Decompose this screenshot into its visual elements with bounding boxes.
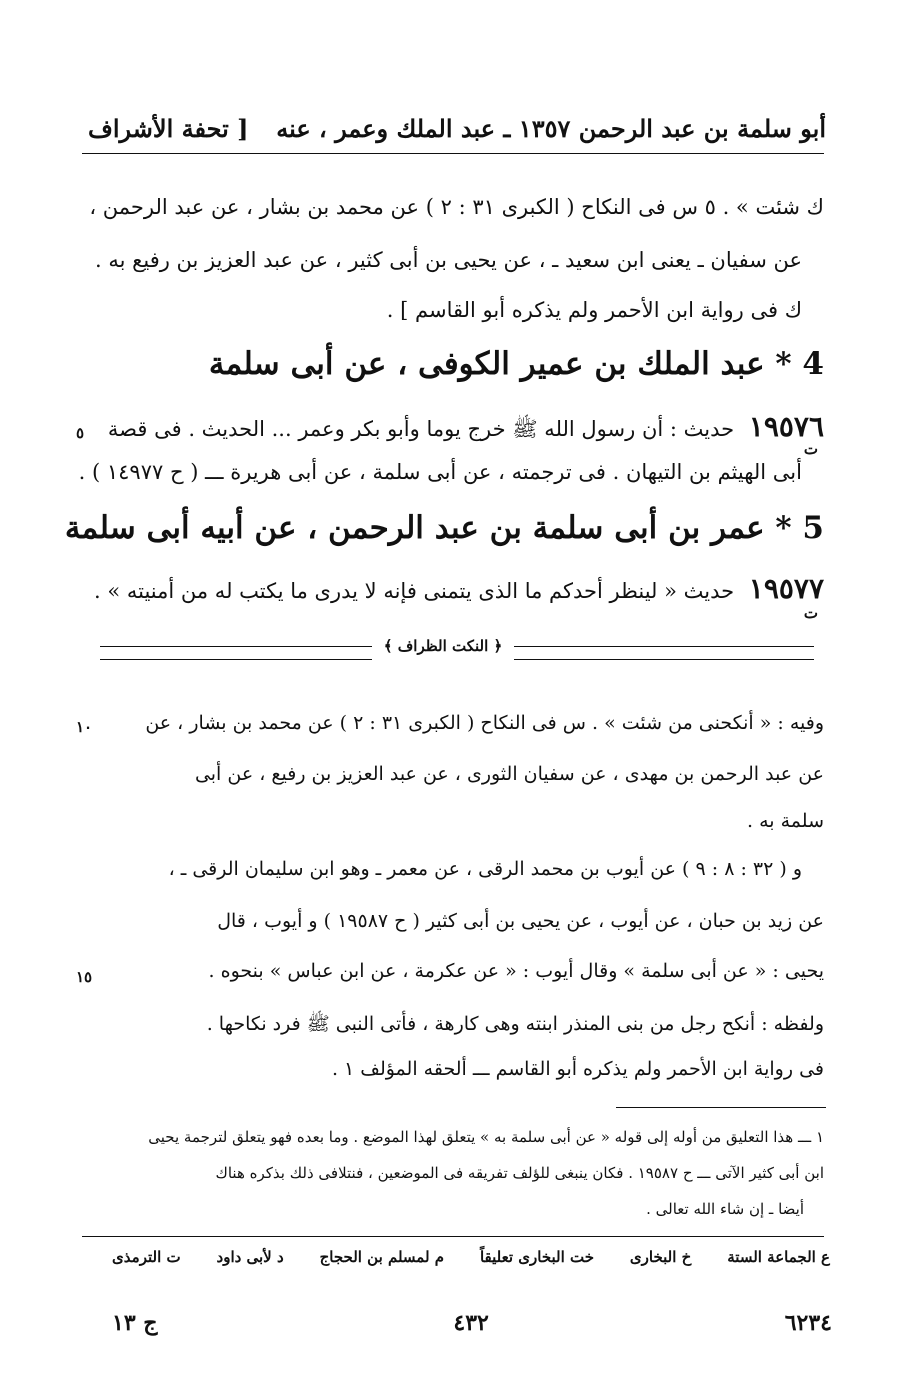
running-header (88, 108, 826, 148)
hadith-text: حديث « لينظر أحدكم ما الذى يتمنى فإنه لا يدرى ما يكتب له من أمنيته » . (94, 579, 735, 603)
footnote-line: ابن أبى كثير الآتى ـــ ح ١٩٥٨٧ . فكان ينبغى للؤلف تفريقه فى الموضعين ، فنتلافى ذلك بذكره هناك (215, 1164, 824, 1182)
serial-number: ٦٢٣٤ (784, 1310, 832, 1336)
section-divider (100, 637, 814, 658)
section-heading-5 (64, 510, 824, 546)
legend-item: ت الترمذى (112, 1248, 181, 1266)
header-left-title: [ تحفة الأشراف (88, 113, 249, 143)
volume-label: ج ١٣ (112, 1310, 158, 1336)
text-line: عن سفيان ـ يعنى ابن سعيد ـ ، عن يحيى بن أبى كثير ، عن عبد العزيز بن رفيع به . (95, 248, 802, 272)
abbreviation-legend (112, 1248, 830, 1272)
line-number: ١٥ (76, 968, 93, 986)
nukat-line: سلمة به . (747, 810, 824, 832)
nukat-line: فى رواية ابن الأحمر ولم يذكره أبو القاسم ـــ ألحقه المؤلف ١ . (331, 1058, 824, 1080)
header-right-title: أبو سلمة بن عبد الرحمن ١٣٥٧ ـ عبد الملك وعمر ، عنه (276, 113, 826, 143)
text-line: ك شئت » . ٥ س فى النكاح ( الكبرى ٣١ : ٢ ) عن محمد بن بشار ، عن عبد الرحمن ، (89, 195, 824, 219)
nukat-line: يحيى : « عن أبى سلمة » وقال أيوب : « عن عكرمة ، عن ابن عباس » بنحوه . (208, 960, 824, 982)
hadith-number: ١٩٥٧٦ (748, 410, 824, 443)
header-rule (82, 153, 824, 154)
legend-item: م لمسلم بن الحجاج (319, 1248, 445, 1266)
nukat-line: ولفظه : أنكح رجل من بنى المنذر ابنته وهى كارهة ، فأتى النبى ﷺ فرد نكاحها . (206, 1013, 824, 1035)
section-heading-4 (82, 346, 824, 382)
legend-item: د لأبى داود (216, 1248, 284, 1266)
section-title: * عبد الملك بن عمير الكوفى ، عن أبى سلمة (208, 346, 792, 382)
hadith-text: حديث : أن رسول الله ﷺ خرج يوما وأبو بكر وعمر ... الحديث . فى قصة (107, 417, 735, 441)
legend-item: ع الجماعة الستة (727, 1248, 830, 1266)
footnote-line: ١ ـــ هذا التعليق من أوله إلى قوله « عن أبى سلمة به » يتعلق لهذا الموضع . وما بعده فهو يتعلق لترجمة يحيى (148, 1128, 824, 1146)
legend-rule (82, 1236, 824, 1237)
nukat-line: وفيه : « أنكحنى من شئت » . س فى النكاح ( الكبرى ٣١ : ٢ ) عن محمد بن بشار ، عن (145, 712, 824, 734)
hadith-number: ١٩٥٧٧ (748, 572, 824, 605)
footnote-rule (616, 1107, 826, 1108)
legend-item: خت البخارى تعليقاً (479, 1248, 594, 1266)
text-line: ك فى رواية ابن الأحمر ولم يذكره أبو القاسم ] . (386, 298, 802, 322)
sigla-mark: ت (803, 440, 818, 458)
sigla-mark: ت (803, 604, 818, 622)
line-number: ٥ (76, 424, 85, 442)
nukat-line: و ( ٣٢ : ٨ : ٩ ) عن أيوب بن محمد الرقى ، عن معمر ـ وهو ابن سليمان الرقى ـ ، (168, 858, 802, 880)
hadith-text-line: أبى الهيثم بن التيهان . فى ترجمته ، عن أبى سلمة ، عن أبى هريرة ـــ ( ح ١٤٩٧٧ ) . (78, 460, 802, 484)
section-number: 4 (802, 346, 824, 382)
hadith-entry (100, 410, 824, 447)
page-footer (112, 1308, 832, 1338)
footnote-line: أيضا ـ إن شاء الله تعالى . (646, 1200, 804, 1218)
nukat-line: عن زيد بن حبان ، عن أيوب ، عن يحيى بن أبى كثير ( ح ١٩٥٨٧ ) و أيوب ، قال (217, 910, 824, 932)
line-number: ١٠ (76, 718, 93, 736)
nukat-line: عن عبد الرحمن بن مهدى ، عن سفيان الثورى ، عن عبد العزيز بن رفيع ، عن أبى (194, 763, 824, 785)
section-number: 5 (802, 510, 824, 546)
page-number: ٤٣٢ (453, 1310, 489, 1336)
section-title: * عمر بن أبى سلمة بن عبد الرحمن ، عن أبيه أبى سلمة (64, 510, 792, 546)
divider-label: ﴿ النكت الظراف ﴾ (383, 637, 503, 655)
legend-item: خ البخارى (629, 1248, 692, 1266)
hadith-entry (94, 572, 824, 605)
